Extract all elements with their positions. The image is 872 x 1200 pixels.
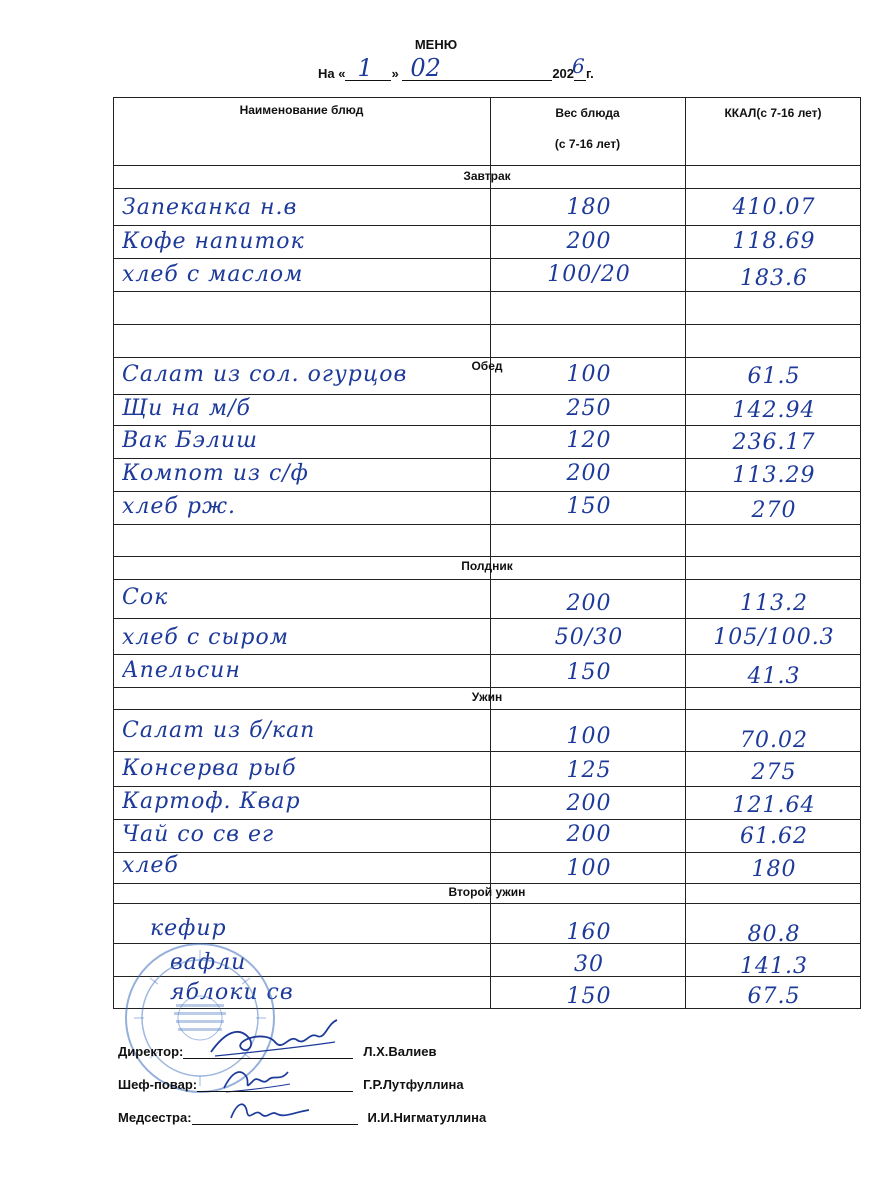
dish-kcal: 270 bbox=[751, 498, 797, 523]
month-value: 02 bbox=[410, 54, 441, 82]
chef-name: Г.Р.Лутфуллина bbox=[363, 1077, 464, 1092]
dish-weight: 150 bbox=[566, 494, 612, 519]
dish-name: Чай со св ег bbox=[122, 822, 275, 847]
signature-underline bbox=[192, 1112, 358, 1125]
column-divider bbox=[490, 97, 491, 1009]
section-title-lunch: Обед bbox=[471, 359, 503, 373]
row-divider bbox=[113, 618, 861, 619]
dish-name: хлеб с маслом bbox=[122, 262, 304, 287]
dish-kcal: 61.5 bbox=[747, 364, 801, 389]
dish-weight: 100/20 bbox=[547, 262, 631, 287]
date-prefix: На « bbox=[318, 66, 346, 81]
row-divider bbox=[113, 258, 861, 259]
dish-kcal: 61.62 bbox=[740, 824, 808, 849]
dish-weight: 125 bbox=[566, 758, 612, 783]
chef-label: Шеф-повар: bbox=[118, 1077, 198, 1092]
row-divider bbox=[113, 654, 861, 655]
dish-kcal: 180 bbox=[751, 857, 797, 882]
column-header-kcal: ККАЛ(с 7-16 лет) bbox=[724, 106, 822, 120]
dish-name: хлеб рж. bbox=[122, 494, 236, 519]
row-divider bbox=[113, 903, 861, 904]
row-divider bbox=[113, 425, 861, 426]
dish-kcal: 113.2 bbox=[740, 591, 808, 616]
section-title-snack: Полдник bbox=[461, 559, 513, 573]
dish-name: Запеканка н.в bbox=[122, 195, 298, 220]
director-name: Л.Х.Валиев bbox=[363, 1044, 437, 1059]
menu-title: МЕНЮ bbox=[414, 37, 458, 52]
dish-weight: 200 bbox=[566, 591, 612, 616]
dish-name: яблоки св bbox=[170, 980, 294, 1005]
dish-kcal: 113.29 bbox=[732, 463, 816, 488]
dish-weight: 50/30 bbox=[554, 625, 624, 650]
signature-underline bbox=[183, 1046, 353, 1059]
row-divider bbox=[113, 491, 861, 492]
dish-kcal: 410.07 bbox=[732, 195, 816, 220]
director-signature-line bbox=[118, 1044, 436, 1059]
dish-kcal: 141.3 bbox=[740, 954, 808, 979]
dish-name: Апельсин bbox=[122, 658, 241, 683]
dish-weight: 200 bbox=[566, 461, 612, 486]
year-suffix: г. bbox=[586, 66, 594, 81]
director-label: Директор: bbox=[118, 1044, 184, 1059]
dish-kcal: 118.69 bbox=[732, 229, 816, 254]
row-divider bbox=[113, 579, 861, 580]
section-title-dinner: Ужин bbox=[471, 690, 503, 704]
dish-kcal: 183.6 bbox=[740, 266, 808, 291]
dish-weight: 100 bbox=[566, 362, 612, 387]
column-header-name: Наименование блюд bbox=[239, 103, 364, 117]
column-header-weight-age: (с 7-16 лет) bbox=[554, 137, 621, 151]
row-divider bbox=[113, 225, 861, 226]
dish-weight: 200 bbox=[566, 791, 612, 816]
dish-weight: 200 bbox=[566, 229, 612, 254]
month-field bbox=[402, 54, 552, 82]
dish-name: Щи на м/б bbox=[122, 396, 251, 421]
dish-weight: 30 bbox=[574, 952, 604, 977]
dish-name: Салат из сол. огурцов bbox=[122, 362, 408, 387]
dish-name: хлеб с сыром bbox=[122, 625, 289, 650]
row-divider bbox=[113, 291, 861, 292]
chef-signature-line bbox=[118, 1077, 464, 1092]
signature-underline bbox=[197, 1079, 353, 1092]
row-divider bbox=[113, 357, 861, 358]
dish-name: кефир bbox=[150, 916, 227, 941]
row-divider bbox=[113, 458, 861, 459]
dish-weight: 150 bbox=[566, 984, 612, 1009]
dish-name: Консерва рыб bbox=[122, 756, 297, 781]
dish-name: хлеб bbox=[122, 853, 179, 878]
dish-weight: 100 bbox=[566, 724, 612, 749]
dish-weight: 120 bbox=[566, 428, 612, 453]
section-title-breakfast: Завтрак bbox=[463, 169, 511, 183]
dish-kcal: 70.02 bbox=[740, 728, 808, 753]
row-divider bbox=[113, 524, 861, 525]
nurse-name: И.И.Нигматуллина bbox=[367, 1110, 487, 1125]
dish-weight: 150 bbox=[566, 660, 612, 685]
dish-weight: 250 bbox=[566, 396, 612, 421]
row-divider bbox=[113, 165, 861, 166]
dish-name: Сок bbox=[122, 585, 169, 610]
dish-weight: 160 bbox=[566, 920, 612, 945]
date-mid: » bbox=[391, 66, 399, 81]
date-line bbox=[318, 54, 594, 82]
year-digit: 6 bbox=[572, 54, 585, 78]
section-title-second-dinner: Второй ужин bbox=[448, 885, 526, 899]
row-divider bbox=[113, 556, 861, 557]
dish-kcal: 121.64 bbox=[732, 793, 816, 818]
dish-name: вафли bbox=[170, 950, 247, 975]
dish-kcal: 275 bbox=[751, 760, 797, 785]
dish-name: Кофе напиток bbox=[122, 229, 305, 254]
dish-name: Компот из с/ф bbox=[122, 461, 309, 486]
dish-kcal: 41.3 bbox=[747, 664, 801, 689]
year-prefix: 202 bbox=[552, 66, 575, 81]
nurse-signature-line bbox=[118, 1110, 486, 1125]
dish-name: Салат из б/кап bbox=[122, 718, 316, 743]
dish-name: Вак Бэлиш bbox=[122, 428, 258, 453]
dish-kcal: 236.17 bbox=[732, 430, 816, 455]
dish-kcal: 67.5 bbox=[747, 984, 801, 1009]
row-divider bbox=[113, 819, 861, 820]
row-divider bbox=[113, 883, 861, 884]
dish-kcal: 142.94 bbox=[732, 398, 816, 423]
row-divider bbox=[113, 709, 861, 710]
nurse-label: Медсестра: bbox=[118, 1110, 192, 1125]
row-divider bbox=[113, 786, 861, 787]
year-digit-field bbox=[572, 54, 586, 81]
dish-weight: 200 bbox=[566, 822, 612, 847]
row-divider bbox=[113, 324, 861, 325]
day-field bbox=[345, 54, 391, 82]
dish-kcal: 105/100.3 bbox=[713, 625, 835, 650]
dish-weight: 180 bbox=[566, 195, 612, 220]
column-header-weight: Вес блюда bbox=[555, 106, 620, 120]
dish-kcal: 80.8 bbox=[747, 922, 801, 947]
row-divider bbox=[113, 188, 861, 189]
dish-name: Картоф. Квар bbox=[122, 789, 301, 814]
dish-weight: 100 bbox=[566, 856, 612, 881]
day-value: 1 bbox=[357, 54, 373, 82]
column-divider bbox=[685, 97, 686, 1009]
row-divider bbox=[113, 394, 861, 395]
